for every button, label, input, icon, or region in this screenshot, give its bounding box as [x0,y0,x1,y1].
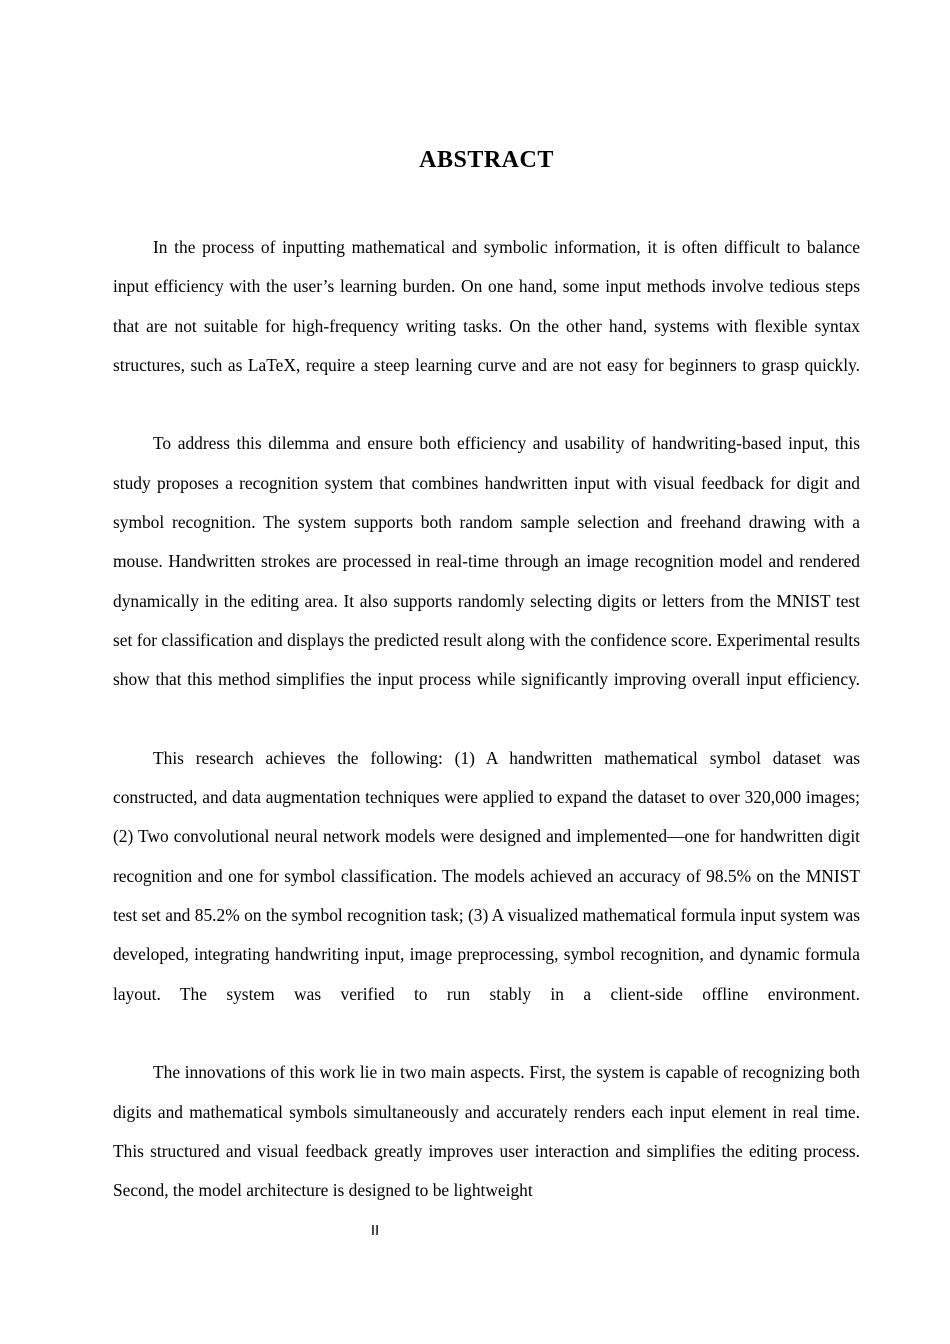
paragraph-4: The innovations of this work lie in two main aspects. First, the system is capable of recognizing both digits and mathematical symbols simultaneously and accurately renders each input element in real time. This structured and visual feedback greatly improves user interaction and simplifies the editing process. Second, the model architecture is designed to be lightweight [113,1062,860,1201]
abstract-body [113,228,860,1210]
paragraph-3: This research achieves the following: (1) A handwritten mathematical symbol dataset was constructed, and data augmentation techniques were applied to expand the dataset to over 320,000 images; (2) Two convolutional neural network models were designed and implemented—one for handwritten digit recognition and one for symbol classification. The models achieved an accuracy of 98.5% on the MNIST test set and 85.2% on the symbol recognition task; (3) A visualized mathematical formula input system was developed, integrating handwriting input, image preprocessing, symbol recognition, and dynamic formula layout. The system was verified to run stably in a client-side offline environment. [113,747,860,1004]
page-number: II [370,1222,380,1239]
page-title: ABSTRACT [419,147,554,173]
paragraph-2: To address this dilemma and ensure both efficiency and usability of handwriting-based input, this study proposes a recognition system that combines handwritten input with visual feedback for digit and symbol recognition. The system supports both random sample selection and freehand drawing with a mouse. Handwritten strokes are processed in real-time through an image recognition model and rendered dynamically in the editing area. It also supports randomly selecting digits or letters from the MNIST test set for classification and displays the predicted result along with the confidence score. Experimental results show that this method simplifies the input process while significantly improving overall input efficiency. [113,433,860,690]
paragraph-1: In the process of inputting mathematical and symbolic information, it is often difficult to balance input efficiency with the user’s learning burden. On one hand, some input methods involve tedious steps that are not suitable for high-frequency writing tasks. On the other hand, systems with flexible syntax structures, such as LaTeX, require a steep learning curve and are not easy for beginners to grasp quickly. [113,237,860,375]
